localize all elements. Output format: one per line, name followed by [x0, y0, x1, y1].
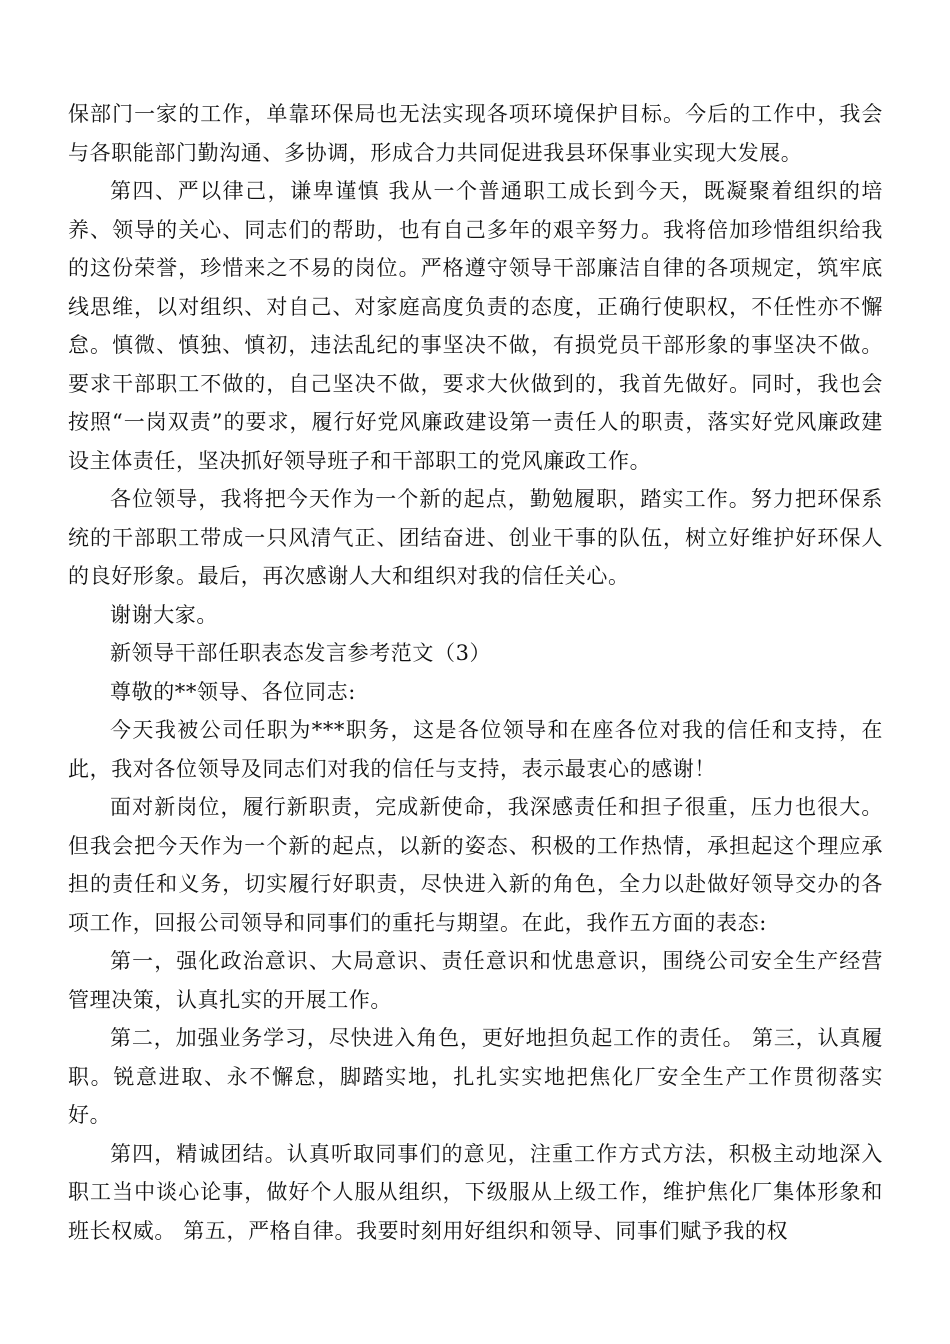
paragraph-point-one: 第一，强化政治意识、大局意识、责任意识和忧患意识，围绕公司安全生产经营管理决策，认真扎实的开展工作。 — [68, 949, 883, 1012]
paragraph-point-two-three: 第二，加强业务学习，尽快进入角色，更好地担负起工作的责任。 第三，认真履职。锐意进取、永不懈怠，脚踏实地，扎扎实实地把焦化厂安全生产工作贯彻落实好。 — [68, 1026, 883, 1127]
section-title: 新领导干部任职表态发言参考范文（3） — [110, 641, 492, 665]
paragraph-point-four-five: 第四，精诚团结。认真听取同事们的意见，注重工作方式方法，积极主动地深入职工当中谈心论事，做好个人服从组织，下级服从上级工作，维护焦化厂集体形象和班长权威。 第五，严格自律。我要时刻用好组织和领导、同事们赋予我的权 — [68, 1141, 883, 1243]
paragraph-continuation: 保部门一家的工作，单靠环保局也无法实现各项环境保护目标。今后的工作中，我会与各职能部门勤沟通、多协调，形成合力共同促进我县环保事业实现大发展。 — [68, 102, 883, 165]
salutation: 尊敬的**领导、各位同志: — [110, 679, 356, 704]
paragraph-fourth-self-discipline: 第四、严以律己，谦卑谨慎 我从一个普通职工成长到今天，既凝聚着组织的培养、领导的关心、同志们的帮助，也有自己多年的艰辛努力。我将倍加珍惜组织给我的这份荣誉，珍惜来之不易的岗位。严格遵守领导干部廉洁自律的各项规定，筑牢底线思维，以对组织、对自己、对家庭高度负责的态度，正确行使职权，不任性亦不懈怠。慎微、慎独、慎初，违法乱纪的事坚决不做，有损党员干部形象的事坚决不做。要求干部职工不做的，自己坚决不做，要求大伙做到的，我首先做好。同时，我也会按照“一岗双责”的要求，履行好党风廉政建设第一责任人的职责，落实好党风廉政建设主体责任，坚决抓好领导班子和干部职工的党风廉政工作。 — [68, 179, 883, 473]
paragraph-closing-remarks: 各位领导，我将把今天作为一个新的起点，勤勉履职，踏实工作。努力把环保系统的干部职工带成一只风清气正、团结奋进、创业干事的队伍，树立好维护好环保人的良好形象。最后，再次感谢人大和组织对我的信任关心。 — [68, 487, 883, 588]
paragraph-new-post: 面对新岗位，履行新职责，完成新使命，我深感责任和担子很重，压力也很大。但我会把今天作为一个新的起点，以新的姿态、积极的工作热情，承担起这个理应承担的责任和义务，切实履行好职责，尽快进入新的角色，全力以赴做好领导交办的各项工作，回报公司领导和同事们的重托与期望。在此，我作五方面的表态: — [68, 795, 883, 935]
document-body — [68, 95, 883, 1250]
paragraph-thanks: 谢谢大家。 — [110, 602, 218, 627]
paragraph-appointment: 今天我被公司任职为***职务，这是各位领导和在座各位对我的信任和支持，在此，我对各位领导及同志们对我的信任与支持，表示最衷心的感谢！ — [68, 718, 883, 781]
